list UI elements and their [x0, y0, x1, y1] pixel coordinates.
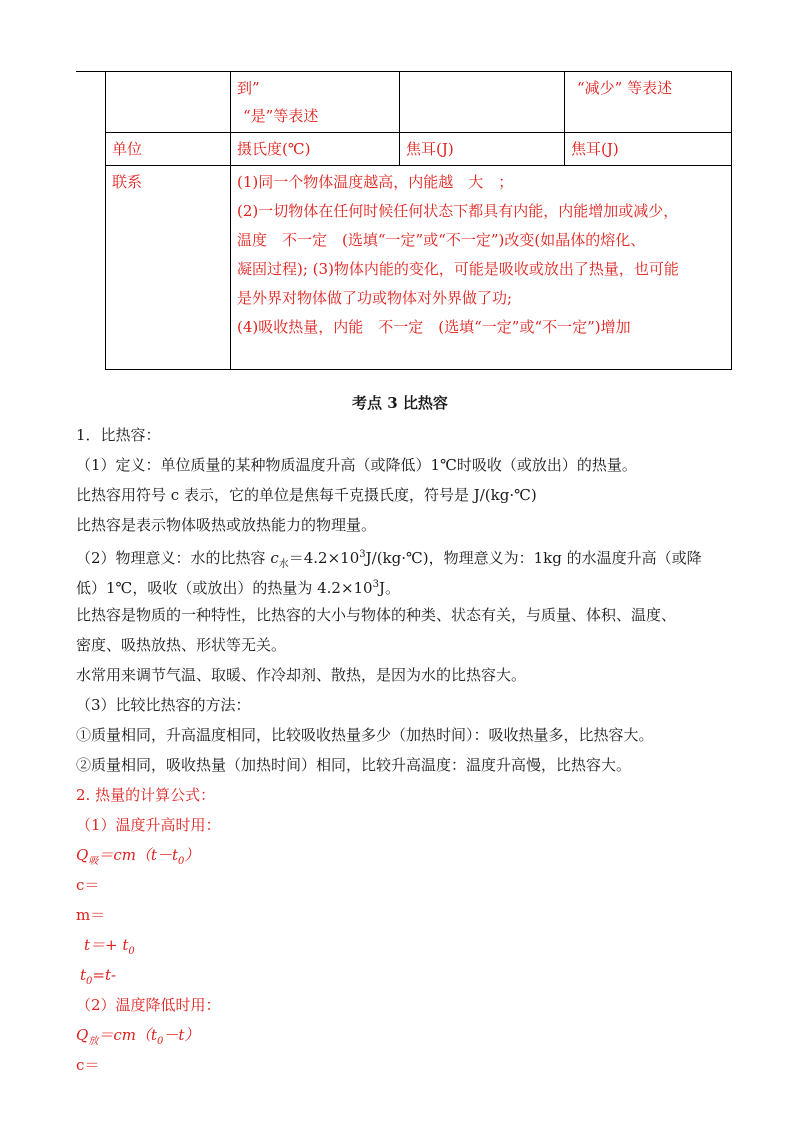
formula-line: [76, 1020, 726, 1050]
text-line: [76, 570, 726, 600]
text-line: 比热容是表示物体吸热或放热能力的物理量。: [76, 516, 377, 534]
table-row: [106, 166, 732, 370]
formula-symbol: Q: [76, 846, 89, 864]
cell-text: “减少” 等表述: [577, 79, 673, 97]
subscript: 0: [156, 1036, 164, 1047]
body-text: [76, 420, 726, 1080]
formula-text: t＝+ t: [84, 936, 129, 954]
formula-line: m＝: [76, 906, 106, 924]
subscript: 吸: [88, 856, 99, 867]
table-cell: 焦耳(J): [400, 133, 565, 166]
text-line: [76, 540, 726, 570]
superscript: 3: [372, 579, 379, 590]
formula-line: c＝: [76, 1056, 100, 1074]
subsection-heading: 2. 热量的计算公式：: [76, 786, 216, 804]
subscript: 0: [178, 856, 185, 867]
text-line: （1）温度升高时用：: [76, 816, 221, 834]
subscript: 水: [278, 559, 289, 570]
formula-text: ）: [184, 846, 200, 864]
table-cell: [106, 72, 231, 133]
subscript: 放: [88, 1036, 99, 1047]
row-label-unit: 单位: [106, 133, 231, 166]
section-title: 考点 3 比热容: [352, 394, 448, 412]
row-label-relation: 联系: [106, 166, 231, 370]
text-span: （2）物理意义：水的比热容: [76, 549, 271, 567]
text-line: 比热容是物质的一种特性，比热容的大小与物体的种类、状态有关，与质量、体积、温度、: [76, 606, 677, 624]
text-line: 水常用来调节气温、取暖、作冷却剂、散热，是因为水的比热容大。: [76, 666, 527, 684]
formula-line: [76, 960, 726, 990]
relation-line: (1)同一个物体温度越高，内能越 大 ；: [237, 173, 514, 191]
table-cell: 摄氏度(℃): [231, 133, 400, 166]
text-span: ＝4.2×10: [288, 549, 360, 567]
cell-text: 到”: [237, 79, 260, 97]
formula-line: c＝: [76, 876, 100, 894]
formula-symbol: Q: [76, 1026, 89, 1044]
relation-cell: [231, 166, 732, 370]
relation-line: 凝固过程); (3)物体内能的变化，可能是吸收或放出了热量，也可能: [237, 260, 679, 278]
table-cell: [231, 72, 400, 133]
table-row: [106, 133, 732, 166]
formula-text: ＝cm（t－t: [98, 846, 178, 864]
formula-text: －t）: [163, 1026, 200, 1044]
cell-text: “是”等表述: [243, 107, 319, 125]
text-line: ①质量相同，升高温度相同，比较吸收热量多少（加热时间）：吸收热量多，比热容大。: [76, 726, 654, 744]
symbol-c: c: [270, 549, 279, 567]
subscript: 0: [86, 976, 93, 987]
text-line: （2）温度降低时用：: [76, 996, 221, 1014]
text-span: 低）1℃，吸收（或放出）的热量为 4.2×10: [76, 579, 373, 597]
relation-line: 是外界对物体做了功或物体对外界做了功;: [237, 289, 513, 307]
formula-symbol: t: [80, 966, 87, 984]
table-row: [106, 72, 732, 133]
text-line: 比热容用符号 c 表示，它的单位是焦每千克摄氏度，符号是 J/(kg·℃): [76, 486, 537, 504]
relation-line: 温度 不一定 (选填“一定”或“不一定”)改变(如晶体的熔化、: [237, 231, 646, 249]
formula-line: [76, 840, 726, 870]
text-line: （3）比较比热容的方法：: [76, 696, 251, 714]
text-line: 1．比热容：: [76, 426, 161, 444]
text-line: 密度、吸热放热、形状等无关。: [76, 636, 287, 654]
text-span: J。: [378, 579, 400, 597]
text-line: （1）定义：单位质量的某种物质温度升高（或降低）1℃时吸收（或放出）的热量。: [76, 456, 637, 474]
subscript: 0: [128, 946, 135, 957]
table-cell: [400, 72, 565, 133]
formula-line: [76, 930, 726, 960]
table-cell: 焦耳(J): [565, 133, 732, 166]
relation-line: (2)一切物体在任何时候任何状态下都具有内能，内能增加或减少，: [237, 202, 679, 220]
formula-text: =t-: [92, 966, 117, 984]
relation-line: (4)吸收热量，内能 不一定 (选填“一定”或“不一定”)增加: [237, 318, 631, 336]
text-line: ②质量相同，吸收热量（加热时间）相同，比较升高温度：温度升高慢，比热容大。: [76, 756, 632, 774]
knowledge-table: [105, 71, 732, 370]
formula-text: ＝cm（t: [98, 1026, 157, 1044]
superscript: 3: [359, 549, 366, 560]
table-cell: [565, 72, 732, 133]
text-span: J/(kg·℃)，物理意义为：1kg 的水温度升高（或降: [365, 549, 702, 567]
